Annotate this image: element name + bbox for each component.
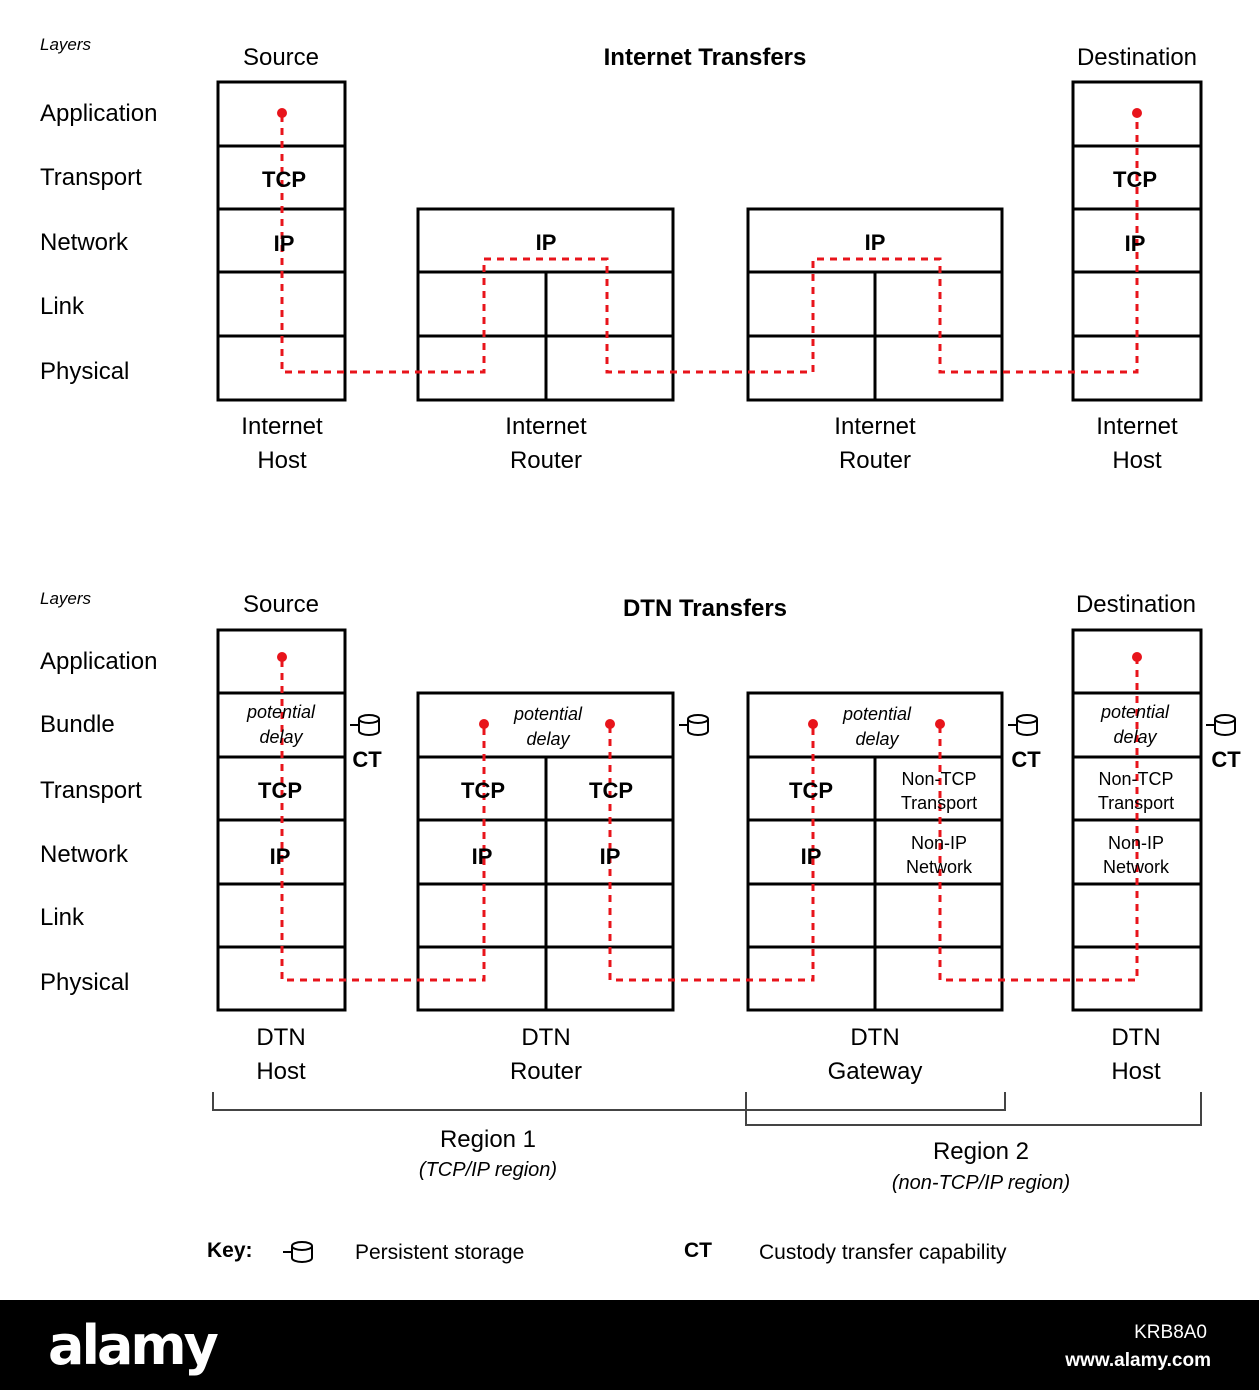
- tcp-label: TCP: [589, 778, 633, 803]
- layer-label-application: Application: [40, 100, 158, 127]
- node-label-line1: Internet: [505, 413, 587, 440]
- layer-label-transport: Transport: [40, 164, 142, 191]
- watermark-logo: alamy: [48, 1314, 216, 1377]
- layer-label-link: Link: [40, 904, 85, 931]
- node-label-line2: Router: [509, 447, 583, 474]
- layer-label-application: Application: [40, 648, 158, 675]
- protocol-labels: [262, 167, 1157, 256]
- source-tcp-label: TCP: [262, 167, 306, 192]
- delay-label: delay: [1113, 727, 1157, 747]
- layers-caption: Layers: [40, 589, 92, 608]
- ct-label: CT: [1211, 747, 1241, 772]
- layers-caption: Layers: [40, 35, 92, 54]
- section-title: Internet Transfers: [603, 44, 807, 71]
- internet-data-path: [282, 115, 1137, 372]
- storage-icon: [1206, 715, 1235, 735]
- section-title: DTN Transfers: [622, 595, 788, 622]
- tcp-label: TCP: [461, 778, 505, 803]
- layer-label-physical: Physical: [40, 358, 130, 385]
- node-label-line1: DTN: [521, 1024, 571, 1051]
- path-dot: [479, 719, 489, 729]
- potential-label: potential: [842, 704, 912, 724]
- node-label-line1: DTN: [256, 1024, 306, 1051]
- region-brackets: [213, 1092, 1201, 1125]
- source-label: Source: [242, 44, 320, 71]
- path-dot: [605, 719, 615, 729]
- router-2-ip-label: IP: [864, 230, 886, 255]
- node-label-line1: Internet: [1096, 413, 1178, 440]
- delay-label: delay: [526, 729, 570, 749]
- tcp-label: TCP: [258, 778, 302, 803]
- storage-icon: [350, 715, 379, 735]
- stack-boxes: [218, 630, 1201, 1010]
- non-tcp-label: Non-TCP: [901, 769, 977, 789]
- dtn-section: [40, 589, 1241, 1194]
- watermark-url: www.alamy.com: [1065, 1350, 1211, 1371]
- destination-tcp-label: TCP: [1113, 167, 1157, 192]
- node-label-line2: Host: [1111, 1058, 1161, 1085]
- region-1-desc: (TCP/IP region): [418, 1159, 558, 1181]
- layer-label-network: Network: [40, 841, 129, 868]
- layer-label-physical: Physical: [40, 969, 130, 996]
- region-2-name: Region 2: [932, 1138, 1030, 1165]
- storage-description: Persistent storage: [355, 1241, 525, 1264]
- ip-label: IP: [599, 844, 621, 869]
- layer-labels: [40, 100, 157, 385]
- region-1-bracket: [213, 1092, 1005, 1110]
- ip-label: IP: [269, 844, 291, 869]
- potential-label: potential: [246, 702, 316, 722]
- destination-endpoint-dot: [1132, 108, 1142, 118]
- node-labels: [241, 413, 1178, 474]
- path-dot: [277, 652, 287, 662]
- destination-label: Destination: [1075, 591, 1197, 618]
- router-1-ip-label: IP: [535, 230, 557, 255]
- node-label-line2: Host: [256, 1058, 306, 1085]
- ct-key-label: CT: [684, 1239, 712, 1262]
- node-labels: [256, 1024, 1161, 1085]
- internet-section: [40, 35, 1201, 474]
- node-label-line1: DTN: [850, 1024, 900, 1051]
- node-label-line2: Host: [1112, 447, 1162, 474]
- data-path: [277, 108, 1142, 372]
- storage-icon: [1008, 715, 1037, 735]
- storage-icon: [283, 1242, 312, 1262]
- legend-key: [207, 1239, 1007, 1264]
- key-label: Key:: [207, 1239, 253, 1262]
- ct-label: CT: [352, 747, 382, 772]
- region-2-bracket: [746, 1092, 1201, 1125]
- source-ip-label: IP: [273, 231, 295, 256]
- watermark-image-code: KRB8A0: [1134, 1322, 1207, 1343]
- data-path: [277, 652, 1142, 980]
- potential-label: potential: [513, 704, 583, 724]
- path-dot: [1132, 652, 1142, 662]
- tcp-label: TCP: [789, 778, 833, 803]
- node-label-line1: DTN: [1111, 1024, 1161, 1051]
- layer-label-network: Network: [40, 229, 129, 256]
- source-endpoint-dot: [277, 108, 287, 118]
- node-label-line2: Gateway: [827, 1058, 923, 1085]
- network-label: Network: [1102, 857, 1170, 877]
- transport-label: Transport: [1097, 793, 1175, 813]
- node-label-line2: Router: [509, 1058, 583, 1085]
- node-label-line1: Internet: [834, 413, 916, 440]
- layer-label-transport: Transport: [40, 777, 142, 804]
- node-label-line1: Internet: [241, 413, 323, 440]
- node-label-line2: Host: [257, 447, 307, 474]
- non-ip-label: Non-IP: [1107, 833, 1165, 853]
- storage-icon: [679, 715, 708, 735]
- layer-label-bundle: Bundle: [40, 711, 115, 738]
- potential-label: potential: [1100, 702, 1170, 722]
- layer-labels: [40, 648, 157, 996]
- region-2-desc: (non-TCP/IP region): [891, 1172, 1071, 1194]
- path-dot: [935, 719, 945, 729]
- delay-label: delay: [259, 727, 303, 747]
- destination-ip-label: IP: [1124, 231, 1146, 256]
- non-ip-label: Non-IP: [910, 833, 968, 853]
- ip-label: IP: [471, 844, 493, 869]
- non-tcp-label: Non-TCP: [1098, 769, 1174, 789]
- region-labels: [419, 1126, 1070, 1194]
- source-label: Source: [242, 591, 320, 618]
- stack-boxes: [218, 82, 1201, 400]
- ip-label: IP: [800, 844, 822, 869]
- path-dot: [808, 719, 818, 729]
- layer-label-link: Link: [40, 293, 85, 320]
- ct-label: CT: [1011, 747, 1041, 772]
- transport-label: Transport: [900, 793, 978, 813]
- non-tcpip-labels: [901, 769, 1174, 877]
- dtn-path-segment-2: [610, 726, 813, 980]
- delay-label: delay: [855, 729, 899, 749]
- destination-label: Destination: [1076, 44, 1198, 71]
- network-label: Network: [905, 857, 973, 877]
- node-label-line2: Router: [838, 447, 912, 474]
- region-1-name: Region 1: [439, 1126, 537, 1153]
- stock-watermark-bar: [0, 1300, 1259, 1390]
- ct-description: Custody transfer capability: [759, 1241, 1007, 1264]
